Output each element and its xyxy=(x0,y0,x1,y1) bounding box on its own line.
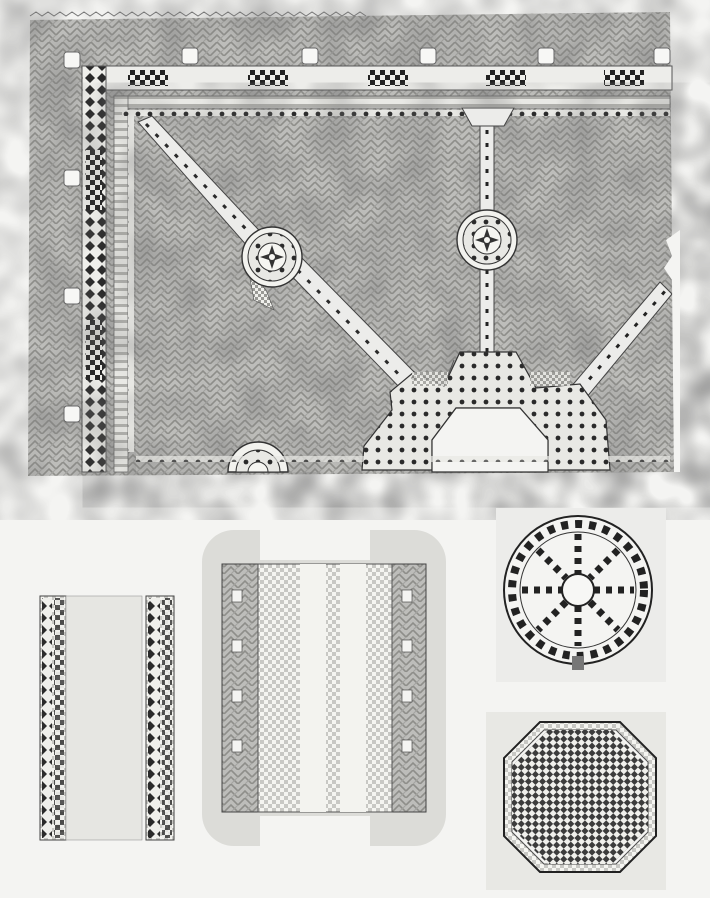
rosette-left xyxy=(242,227,302,287)
round-rosette xyxy=(496,508,666,682)
border-strip-left xyxy=(40,596,142,840)
octagon-medallion xyxy=(481,698,679,896)
border-strip-right xyxy=(146,596,174,840)
rosette-center xyxy=(457,210,517,270)
main-pavement xyxy=(28,12,680,476)
threshold-panel xyxy=(202,530,446,846)
